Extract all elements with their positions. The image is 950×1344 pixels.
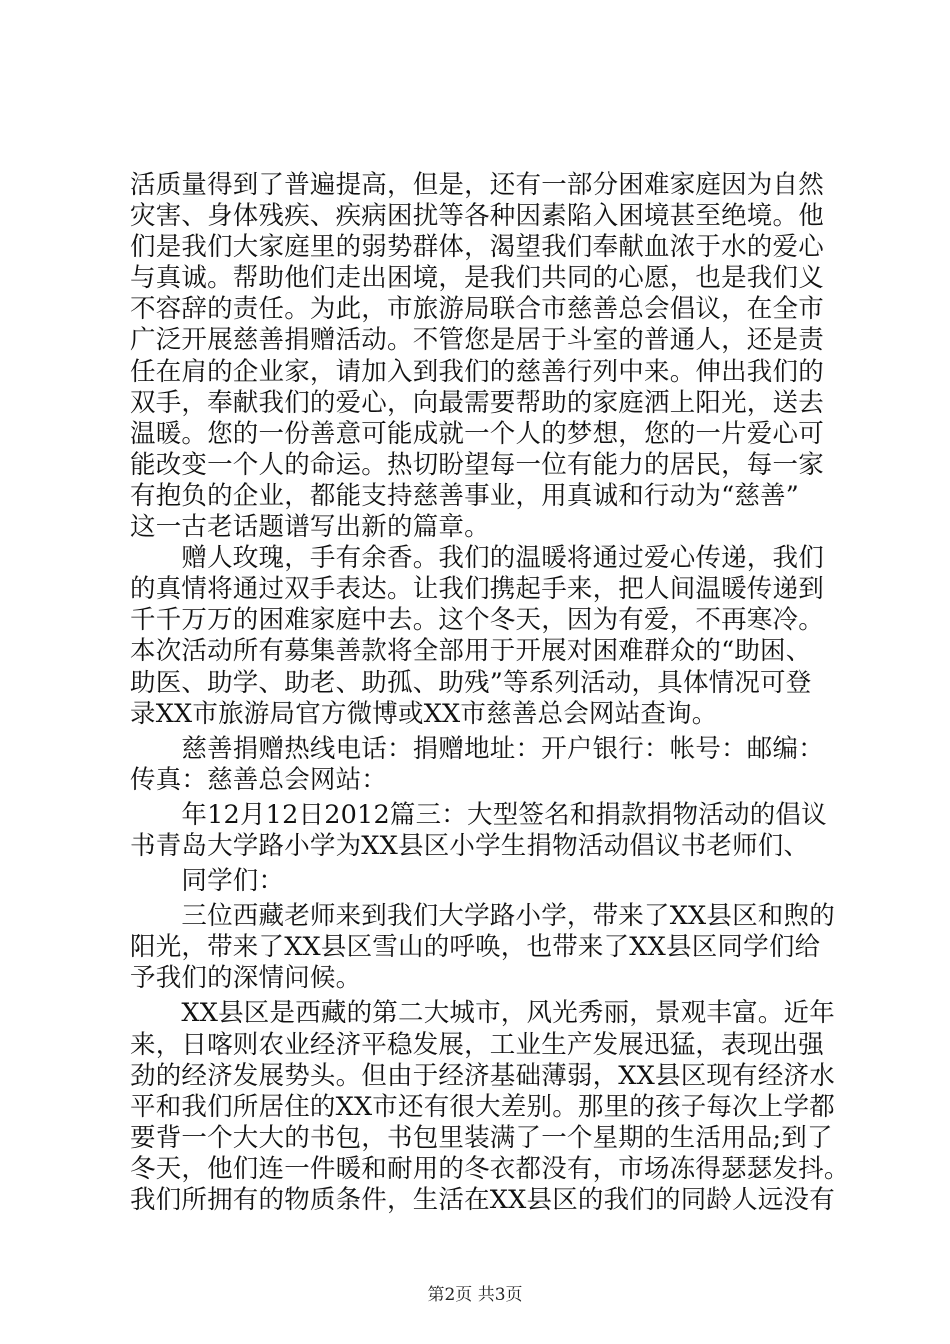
text-line: 灾害、身体残疾、疾病困扰等各种因素陷入困境甚至绝境。他 [130,201,824,232]
text-line: 千千万万的困难家庭中去。这个冬天，因为有爱，不再寒冷。 [130,605,824,636]
text-line: 三位西藏老师来到我们大学路小学，带来了XX县区和煦的 [130,901,835,932]
text-line: 有抱负的企业，都能支持慈善事业，用真诚和行动为“慈善” [130,480,799,511]
text-line: 本次活动所有募集善款将全部用于开展对困难群众的“助困、 [130,636,812,667]
text-line: XX县区是西藏的第二大城市，风光秀丽，景观丰富。近年 [130,998,835,1029]
text-line: 赠人玫瑰，手有余香。我们的温暖将通过爱心传递，我们 [130,543,824,574]
text-line: 活质量得到了普遍提高，但是，还有一部分困难家庭因为自然 [130,170,824,200]
text-line: 平和我们所居住的XX市还有很大差别。那里的孩子每次上学都 [130,1091,835,1122]
text-line: 能改变一个人的命运。热切盼望每一位有能力的居民，每一家 [130,449,824,480]
text-line: 阳光，带来了XX县区雪山的呼唤，也带来了XX县区同学们给 [130,932,821,963]
text-line: 录XX市旅游局官方微博或XX市慈善总会网站查询。 [130,698,718,729]
text-line: 双手，奉献我们的爱心，向最需要帮助的家庭洒上阳光，送去 [130,387,824,418]
text-line: 广泛开展慈善捐赠活动。不管您是居于斗室的普通人，还是责 [130,325,824,356]
text-line: 们是我们大家庭里的弱势群体，渴望我们奉献血浓于水的爱心 [130,232,824,263]
text-line: 不容辞的责任。为此，市旅游局联合市慈善总会倡议，在全市 [130,294,824,325]
page-footer: 第2页 共3页 [427,1285,523,1305]
text-line: 予我们的深情问候。 [130,963,362,994]
text-line: 劲的经济发展势头。但由于经济基础薄弱，XX县区现有经济水 [130,1060,835,1091]
body-text [130,170,850,1216]
text-line: 温暖。您的一份善意可能成就一个人的梦想，您的一片爱心可 [130,418,824,449]
text-line: 同学们： [130,866,285,897]
text-line: 传真：慈善总会网站： [130,764,388,795]
text-line: 要背一个大大的书包，书包里装满了一个星期的生活用品;到了 [130,1122,833,1153]
text-line: 这一古老话题谱写出新的篇章。 [130,512,490,543]
text-line: 的真情将通过双手表达。让我们携起手来，把人间温暖传递到 [130,574,824,605]
text-line: 与真诚。帮助他们走出困境，是我们共同的心愿，也是我们义 [130,263,824,294]
text-line: 来，日喀则农业经济平稳发展，工业生产发展迅猛，表现出强 [130,1029,824,1060]
text-line: 我们所拥有的物质条件，生活在XX县区的我们的同龄人远没有 [130,1185,835,1215]
text-line: 任在肩的企业家，请加入到我们的慈善行列中来。伸出我们的 [130,356,824,387]
text-line: 冬天，他们连一件暖和耐用的冬衣都没有，市场冻得瑟瑟发抖。 [130,1153,850,1184]
text-line: 慈善捐赠热线电话：捐赠地址：开户银行：帐号：邮编： [130,733,824,764]
text-line: 书青岛大学路小学为XX县区小学生捐物活动倡议书老师们、 [130,830,810,861]
text-line: 助医、助学、助老、助孤、助残”等系列活动，具体情况可登 [130,667,812,698]
text-line: 年12月12日2012篇三：大型签名和捐款捐物活动的倡议 [130,799,827,830]
